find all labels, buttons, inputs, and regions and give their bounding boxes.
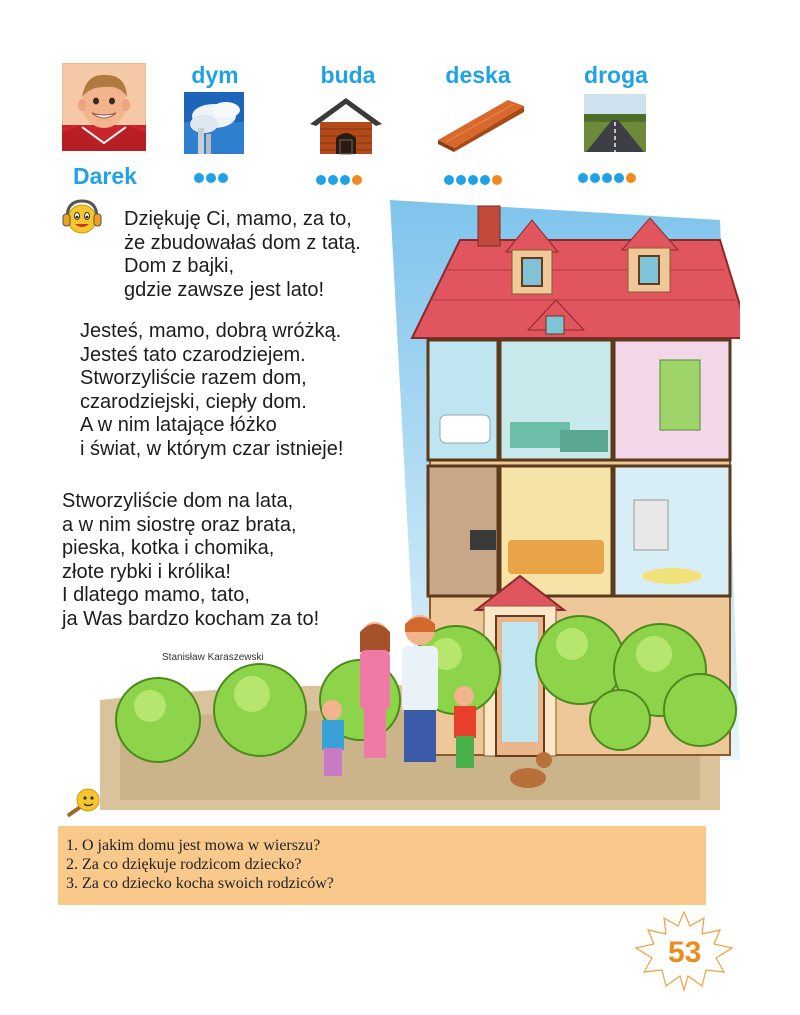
question-3: 3. Za co dziecko kocha swoich rodziców? bbox=[66, 875, 334, 892]
key-smiley-icon bbox=[62, 786, 102, 822]
vocab-word-darek: Darek bbox=[73, 163, 137, 189]
poem-line: Jesteś tato czarodziejem. bbox=[80, 343, 306, 366]
dot bbox=[218, 173, 228, 183]
wooden-board-image bbox=[438, 96, 524, 152]
dot bbox=[352, 175, 362, 185]
syllable-dots-droga bbox=[578, 173, 636, 183]
vocab-word-deska: deska bbox=[445, 62, 511, 88]
poem-line: a w nim siostrę oraz brata, bbox=[62, 513, 297, 536]
poem-line: Dziękuję Ci, mamo, za to, bbox=[124, 208, 352, 230]
vocab-word-buda: buda bbox=[320, 62, 376, 88]
poem-line: Stworzyliście razem dom, bbox=[80, 367, 307, 389]
syllable-dots-buda bbox=[316, 175, 362, 185]
poem-line: gdzie zawsze jest lato! bbox=[124, 278, 325, 301]
dot bbox=[602, 173, 612, 183]
dog-kennel-image bbox=[306, 94, 386, 156]
dot bbox=[194, 173, 204, 183]
poem-line: pieska, kotka i chomika, bbox=[62, 537, 275, 559]
dot bbox=[468, 175, 478, 185]
poem-line: Jesteś, mamo, dobrą wróżką. bbox=[80, 320, 342, 342]
question-2: 2. Za co dziękuje rodzicom dziecko? bbox=[66, 856, 302, 873]
question-1: 1. O jakim domu jest mowa w wierszu? bbox=[66, 837, 321, 854]
poem-line: Stworzyliście dom na lata, bbox=[62, 490, 294, 512]
dot bbox=[456, 175, 466, 185]
dot bbox=[492, 175, 502, 185]
poem-line: Dom z bajki, bbox=[124, 255, 235, 277]
dot bbox=[626, 173, 636, 183]
poem-stanza-1 bbox=[124, 208, 361, 302]
dot bbox=[614, 173, 624, 183]
questions-box bbox=[58, 826, 706, 905]
road-image bbox=[584, 94, 646, 152]
dot bbox=[590, 173, 600, 183]
vocab-word-dym: dym bbox=[191, 62, 239, 88]
poem-line: czarodziejski, ciepły dom. bbox=[80, 390, 307, 413]
poem-line: ja Was bardzo kocham za to! bbox=[62, 607, 320, 630]
syllable-dots-dym bbox=[194, 173, 228, 183]
poem-line: i świat, w którym czar istnieje! bbox=[80, 437, 344, 460]
poem-line: że zbudowałaś dom z tatą. bbox=[124, 231, 361, 254]
dot bbox=[444, 175, 454, 185]
vocab-word-droga: droga bbox=[584, 62, 648, 88]
boy-portrait-image bbox=[62, 63, 146, 151]
poem-line: złote rybki i królika! bbox=[62, 560, 231, 583]
page-number: 53 bbox=[668, 936, 702, 969]
poem-line: I dlatego mamo, tato, bbox=[62, 584, 250, 606]
smoke-chimney-image bbox=[184, 92, 244, 154]
dot bbox=[328, 175, 338, 185]
poem-author: Stanisław Karaszewski bbox=[162, 652, 264, 663]
poem-stanza-2 bbox=[80, 320, 343, 461]
poem-stanza-3 bbox=[62, 490, 319, 631]
dot bbox=[316, 175, 326, 185]
syllable-dots-deska bbox=[444, 175, 502, 185]
dot bbox=[206, 173, 216, 183]
dot bbox=[340, 175, 350, 185]
poem-line: A w nim latające łóżko bbox=[80, 414, 277, 436]
dot bbox=[578, 173, 588, 183]
headphones-smiley-icon bbox=[62, 198, 102, 236]
dot bbox=[480, 175, 490, 185]
